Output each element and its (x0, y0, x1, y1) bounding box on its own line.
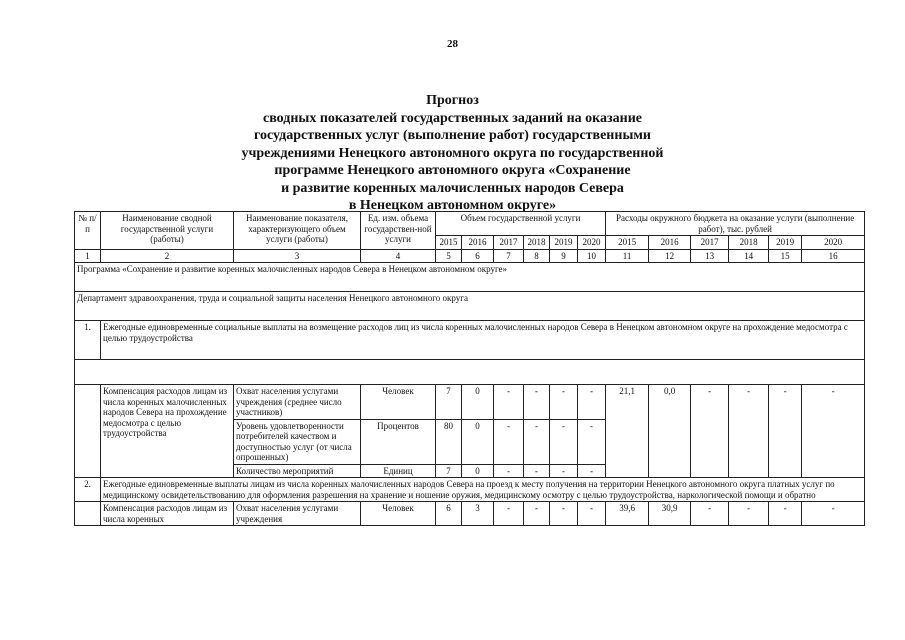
section-number: 2. (75, 478, 101, 502)
expense-cell: 0,0 (649, 385, 691, 478)
volume-cell: - (524, 385, 550, 420)
expense-cell: - (729, 385, 769, 478)
title-line: учреждениями Ненецкого автономного округа по государственной (241, 145, 664, 161)
indicator-name: Количество мероприятий (234, 464, 361, 478)
volume-cell: - (578, 385, 606, 420)
year-cell: 2018 (729, 236, 769, 250)
section-row (75, 478, 865, 502)
volume-cell: - (494, 385, 524, 420)
service-name: Компенсация расходов лицам из числа коренных (101, 502, 234, 526)
service-name: Компенсация расходов лицам из числа коренных малочисленных народов Севера на прохождение медосмотра с целью трудоустройства (101, 385, 234, 478)
expense-cell: - (769, 502, 802, 526)
volume-cell: - (550, 419, 578, 464)
title-line: Прогноз (426, 93, 479, 108)
year-cell: 2015 (606, 236, 649, 250)
column-number: 9 (550, 249, 578, 263)
department-row (75, 292, 865, 321)
forecast-table (74, 211, 865, 526)
column-number: 13 (691, 249, 729, 263)
volume-cell: - (494, 502, 524, 526)
indicator-name: Охват населения услугами учреждения (234, 502, 361, 526)
expense-cell: 21,1 (606, 385, 649, 478)
volume-cell: - (524, 502, 550, 526)
year-cell: 2017 (691, 236, 729, 250)
header-volume: Объем государственной услуги (436, 212, 606, 236)
volume-cell: 6 (436, 502, 462, 526)
title-line: в Ненецком автономном округе» (348, 198, 557, 213)
table-row (75, 502, 865, 526)
year-cell: 2015 (436, 236, 462, 250)
header-service-name: Наименование сводной государственной услуги (работы) (101, 212, 234, 250)
header-indicator-name: Наименование показателя, характеризующего объем услуги (работы) (234, 212, 361, 250)
title-line: программе Ненецкого автономного округа «Сохранение (274, 163, 631, 178)
expense-cell: - (769, 385, 802, 478)
volume-cell: - (578, 419, 606, 464)
title-line: сводных показателей государственных заданий на оказание (262, 110, 643, 126)
volume-cell: - (524, 464, 550, 478)
program-row (75, 263, 865, 292)
section-text: Ежегодные единовременные социальные выплаты на возмещение расходов лиц из числа коренных малочисленных народов Севера в Ненецком автономном округе на прохождение медосмотра с целью трудоустройства (101, 321, 865, 360)
expense-cell: 39,6 (606, 502, 649, 526)
volume-cell: 0 (462, 385, 494, 420)
expense-cell: - (802, 502, 865, 526)
year-cell: 2020 (578, 236, 606, 250)
unit: Процентов (361, 419, 436, 464)
volume-cell: 7 (436, 464, 462, 478)
program-name: Программа «Сохранение и развитие коренных малочисленных народов Севера в Ненецком автономном округе» (75, 263, 865, 292)
unit: Человек (361, 385, 436, 420)
column-number: 15 (769, 249, 802, 263)
header-num: № п/п (75, 212, 101, 250)
page-number: 28 (447, 38, 458, 50)
volume-cell: - (494, 419, 524, 464)
volume-cell: 7 (436, 385, 462, 420)
year-cell: 2019 (769, 236, 802, 250)
volume-cell: - (550, 464, 578, 478)
expense-cell: - (729, 502, 769, 526)
column-number: 7 (494, 249, 524, 263)
unit: Человек (361, 502, 436, 526)
column-number: 1 (75, 249, 101, 263)
volume-cell: 0 (462, 419, 494, 464)
section-text: Ежегодные единовременные выплаты лицам из числа коренных малочисленных народов Севера на проезд к месту получения на территории Ненецкого автономного округа платных услуг по медицинскому освидетельствованию для оформления разрешения на хранение и ношение оружия, медицинскому осмотру с целью трудоустройства, наркологической помощи и обратно (101, 478, 865, 502)
year-cell: 2017 (494, 236, 524, 250)
year-cell: 2019 (550, 236, 578, 250)
spacer-row (75, 360, 865, 385)
volume-cell: - (578, 502, 606, 526)
column-number: 11 (606, 249, 649, 263)
volume-cell: - (550, 502, 578, 526)
column-numbers-row (75, 249, 865, 263)
header-expenses: Расходы окружного бюджета на оказание услуги (выполнение работ), тыс. рублей (606, 212, 865, 236)
volume-cell: 80 (436, 419, 462, 464)
expense-cell: - (802, 385, 865, 478)
section-number: 1. (75, 321, 101, 360)
unit: Единиц (361, 464, 436, 478)
header-unit: Ед. изм. объема государствен-ной услуги (361, 212, 436, 250)
column-number: 5 (436, 249, 462, 263)
indicator-name: Охват населения услугами учреждения (среднее число участников) (234, 385, 361, 420)
year-cell: 2020 (802, 236, 865, 250)
column-number: 16 (802, 249, 865, 263)
year-cell: 2016 (462, 236, 494, 250)
column-number: 3 (234, 249, 361, 263)
year-cell: 2018 (524, 236, 550, 250)
volume-cell: - (494, 464, 524, 478)
department-name: Департамент здравоохранения, труда и социальной защиты населения Ненецкого автономного округа (75, 292, 865, 321)
indicator-name: Уровень удовлетворенности потребителей качеством и доступностью услуг (от числа опрошенных) (234, 419, 361, 464)
column-number: 10 (578, 249, 606, 263)
column-number: 4 (361, 249, 436, 263)
volume-cell: - (578, 464, 606, 478)
volume-cell: 3 (462, 502, 494, 526)
volume-cell: 0 (462, 464, 494, 478)
column-number: 12 (649, 249, 691, 263)
section-row (75, 321, 865, 360)
year-cell: 2016 (649, 236, 691, 250)
volume-cell: - (550, 385, 578, 420)
title-line: государственных услуг (выполнение работ) государственными (254, 128, 651, 143)
column-number: 2 (101, 249, 234, 263)
header-row (75, 212, 865, 236)
table-row (75, 385, 865, 420)
column-number: 6 (462, 249, 494, 263)
expense-cell: - (691, 502, 729, 526)
column-number: 14 (729, 249, 769, 263)
document-title (0, 92, 905, 215)
title-line: и развитие коренных малочисленных народов Севера (281, 180, 624, 196)
expense-cell: - (691, 385, 729, 478)
volume-cell: - (524, 419, 550, 464)
column-number: 8 (524, 249, 550, 263)
expense-cell: 30,9 (649, 502, 691, 526)
